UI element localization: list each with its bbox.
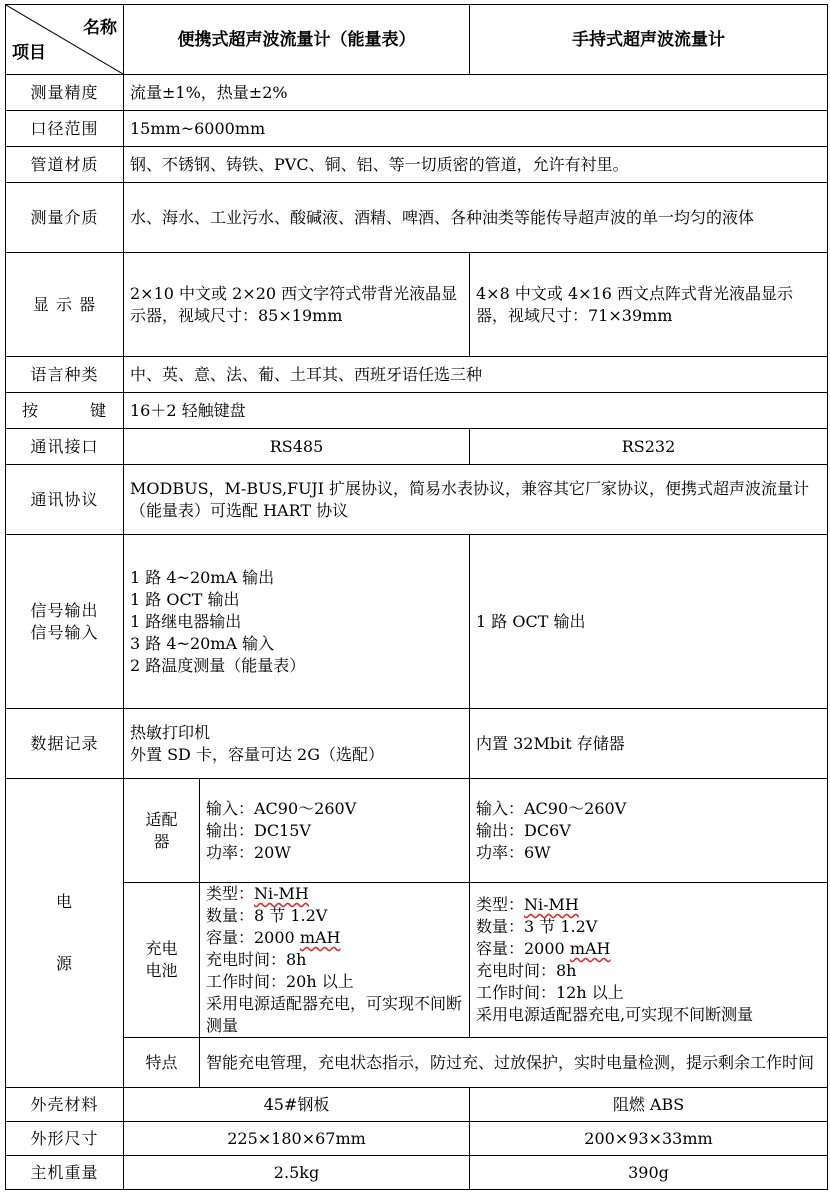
value-display-1: 2×10 中文或 2×20 西文字符式带背光液晶显示器，视域尺寸：85×19mm [124, 253, 470, 357]
label-protocol: 通讯协议 [6, 465, 124, 535]
label-signal: 信号输出 信号输入 [6, 535, 124, 709]
value-shell-2: 阻燃 ABS [470, 1088, 828, 1122]
label-shell: 外壳材料 [6, 1088, 124, 1122]
label-medium: 测量介质 [6, 183, 124, 253]
battery2-cap-label: 容量：2000 [476, 939, 570, 958]
value-record-1: 热敏打印机 外置 SD 卡，容量可达 2G（选配） [124, 709, 470, 779]
corner-bottom-label: 项目 [12, 43, 46, 63]
value-accuracy: 流量±1%，热量±2% [124, 75, 828, 111]
value-record-2: 内置 32Mbit 存储器 [470, 709, 828, 779]
battery2-qty: 数量：3 节 1.2V [476, 917, 598, 936]
row-keys [6, 393, 828, 429]
label-adapter: 适配 器 [124, 779, 200, 883]
header-col2: 手持式超声波流量计 [470, 5, 828, 75]
value-weight-1: 2.5kg [124, 1156, 470, 1190]
value-display-2: 4×8 中文或 4×16 西文点阵式背光液晶显示器，视域尺寸：71×39mm [470, 253, 828, 357]
battery2-type-label: 类型： [476, 895, 525, 914]
label-accuracy: 测量精度 [6, 75, 124, 111]
label-material: 管道材质 [6, 147, 124, 183]
label-size: 外形尺寸 [6, 1122, 124, 1156]
row-protocol [6, 465, 828, 535]
battery2-cap-unit: mAH [569, 939, 611, 958]
row-shell [6, 1088, 828, 1122]
value-adapter-1: 输入：AC90～260V 输出：DC15V 功率：20W [200, 779, 470, 883]
label-keys-a: 按 [22, 400, 40, 420]
label-power [6, 779, 124, 1088]
value-keys: 16＋2 轻触键盘 [124, 393, 828, 429]
battery2-type-value: Ni-MH [524, 895, 579, 914]
row-weight [6, 1156, 828, 1190]
value-battery-1 [200, 883, 470, 1038]
corner-cell [6, 5, 124, 75]
row-display [6, 253, 828, 357]
row-signal [6, 535, 828, 709]
value-feature: 智能充电管理，充电状态指示，防过充、过放保护，实时电量检测，提示剩余工作时间 [200, 1038, 828, 1088]
header-row [6, 5, 828, 75]
value-battery-2 [470, 883, 828, 1038]
value-shell-1: 45#钢板 [124, 1088, 470, 1122]
battery1-rest: 充电时间：8h 工作时间：20h 以上 采用电源适配器充电，可实现不间断测量 [206, 950, 463, 1035]
row-accuracy [6, 75, 828, 111]
battery1-type-value: Ni-MH [254, 884, 309, 903]
battery1-cap-label: 容量：2000 [206, 928, 300, 947]
label-record: 数据记录 [6, 709, 124, 779]
battery1-cap-unit: mAH [299, 928, 341, 947]
row-interface [6, 429, 828, 465]
row-size [6, 1122, 828, 1156]
label-display: 显 示 器 [6, 253, 124, 357]
value-protocol: MODBUS，M-BUS,FUJI 扩展协议，简易水表协议，兼容其它厂家协议，便携式超声波流量计（能量表）可选配 HART 协议 [124, 465, 828, 535]
value-material: 钢、不锈钢、铸铁、PVC、铜、铝、等一切质密的管道，允许有衬里。 [124, 147, 828, 183]
row-range [6, 111, 828, 147]
value-size-1: 225×180×67mm [124, 1122, 470, 1156]
row-medium [6, 183, 828, 253]
row-record [6, 709, 828, 779]
header-col1: 便携式超声波流量计（能量表） [124, 5, 470, 75]
label-language: 语言种类 [6, 357, 124, 393]
spec-table [5, 4, 828, 1190]
value-size-2: 200×93×33mm [470, 1122, 828, 1156]
value-medium: 水、海水、工业污水、酸碱液、酒精、啤酒、各种油类等能传导超声波的单一均匀的液体 [124, 183, 828, 253]
label-power-b: 源 [55, 954, 73, 973]
label-keys [6, 393, 124, 429]
row-power-feature [6, 1038, 828, 1088]
value-signal-2: 1 路 OCT 输出 [470, 535, 828, 709]
battery2-rest: 充电时间：8h 工作时间：12h 以上 采用电源适配器充电,可实现不间断测量 [476, 961, 754, 1024]
label-weight: 主机重量 [6, 1156, 124, 1190]
value-language: 中、英、意、法、葡、土耳其、西班牙语任选三种 [124, 357, 828, 393]
label-range: 口径范围 [6, 111, 124, 147]
value-interface-2: RS232 [470, 429, 828, 465]
label-battery: 充电 电池 [124, 883, 200, 1038]
label-interface: 通讯接口 [6, 429, 124, 465]
value-signal-1: 1 路 4~20mA 输出 1 路 OCT 输出 1 路继电器输出 3 路 4~20mA 输入 2 路温度测量（能量表） [124, 535, 470, 709]
row-power-battery [6, 883, 828, 1038]
value-weight-2: 390g [470, 1156, 828, 1190]
value-range: 15mm~6000mm [124, 111, 828, 147]
row-language [6, 357, 828, 393]
row-material [6, 147, 828, 183]
label-keys-b: 键 [89, 400, 107, 420]
corner-top-label: 名称 [83, 18, 117, 38]
value-adapter-2: 输入：AC90～260V 输出：DC6V 功率：6W [470, 779, 828, 883]
value-interface-1: RS485 [124, 429, 470, 465]
label-power-a: 电 [55, 892, 73, 911]
label-feature: 特点 [124, 1038, 200, 1088]
row-power-adapter [6, 779, 828, 883]
battery1-qty: 数量：8 节 1.2V [206, 906, 328, 925]
battery1-type-label: 类型： [206, 884, 255, 903]
